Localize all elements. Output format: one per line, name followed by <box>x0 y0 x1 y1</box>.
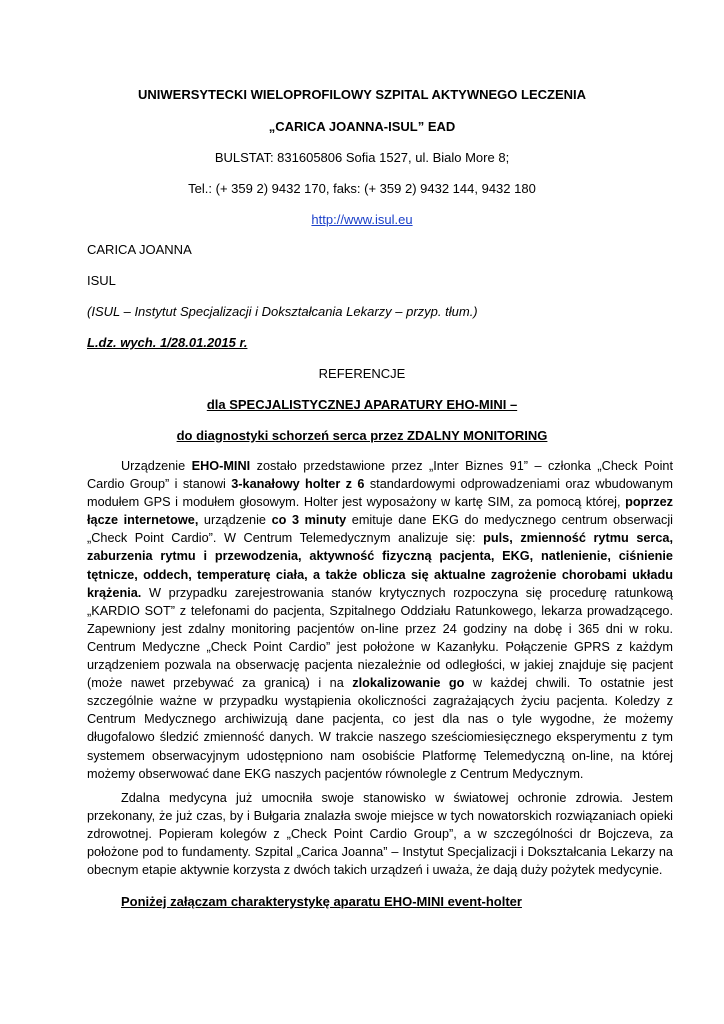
p1-text-2: zostało przedstawione przez „Inter Biznes 91” – członka „Check Point Cardio Group” i stanowi <box>87 459 674 492</box>
bulstat-address: BULSTAT: 831605806 Sofia 1527, ul. Bialo More 8; <box>214 150 510 165</box>
paragraph-2-text: Zdalna medycyna już umocniła swoje stanowisko w światowej ochronie zdrowia. Jestem przekonany, że już czas, by i Bułgaria znalazła swoje miejsce w tych nowatorskich rozwiązaniach opieki zdrowotnej. Popieram kolegów z „Check Point Cardio Group”, a w szczególności dr Bojczeva, za położone pod to fundamenty. Szpital „Carica Joanna” – Instytut Specjalizacji i Dokształcania Lekarzy na obecnym etapie aktywnie korzysta z dwóch takich urządzeń i uważa, że dają duży pożytek medycynie. <box>87 791 673 878</box>
addressee-line2: ISUL <box>87 273 116 288</box>
document-subtitle-1: dla SPECJALISTYCZNEJ APARATURY EHO-MINI – <box>206 397 518 412</box>
p1-text-4: urządzenie <box>198 513 272 528</box>
website-line <box>0 212 724 228</box>
p1-text-1: Urządzenie <box>121 459 192 473</box>
document-title: REFERENCJE <box>318 366 406 381</box>
paragraph-1 <box>87 457 673 783</box>
p1-text-5: emituje dane EKG do medycznego centrum obserwacji „Check Point Cardio”. W Centrum Telemedycznym analizuje się: <box>87 513 673 546</box>
attachment-note: Poniżej załączam charakterystykę aparatu EHO-MINI event-holter <box>121 894 522 909</box>
contact-phones: Tel.: (+ 359 2) 9432 170, faks: (+ 359 2) 9432 144, 9432 180 <box>188 181 536 196</box>
p1-bold-2: 3-kanałowy holter z 6 <box>231 477 365 492</box>
translator-note: (ISUL – Instytut Specjalizacji i Dokształcania Lekarzy – przyp. tłum.) <box>87 304 478 319</box>
reference-number: L.dz. wych. 1/28.01.2015 r. <box>87 335 248 350</box>
p1-bold-1: EHO-MINI <box>191 459 251 473</box>
hospital-name: UNIWERSYTECKI WIELOPROFILOWY SZPITAL AKTYWNEGO LECZENIA <box>137 87 587 102</box>
p1-bold-5: puls, zmienność rytmu serca, zaburzenia rytmu i przewodzenia, aktywność fizyczną pacjenta, EKG, natlenienie, ciśnienie tętnicze, oddech, temperaturę ciała, a także oblicza się aktualne zagrożenie chorobami układu krążenia. <box>87 531 674 600</box>
addressee-line1: CARICA JOANNA <box>87 242 192 257</box>
p1-text-7: w każdej chwili. To ostatnie jest szczególnie ważne w przypadku wystąpienia okoliczności zagrażających życiu pacjenta. Koledzy z Centrum Medycznego archiwizują dane pacjenta, co jest dla nas o tyle wygodne, że możemy długofalowo śledzić zmienność danych. W trakcie naszego sześciomiesięcznego eksperymentu z tym systemem obserwacyjnym udostępniono nam osobiście Platformę Telemedyczną on-line, na której możemy obserwować dane EKG naszych pacjentów równolegle z Centrum Medycznym. <box>87 676 674 781</box>
hospital-subname: „CARICA JOANNA-ISUL” EAD <box>268 119 456 134</box>
p1-bold-4: co 3 minuty <box>271 513 347 528</box>
website-link[interactable]: http://www.isul.eu <box>311 212 413 227</box>
p1-text-3: standardowymi odprowadzeniami oraz wbudowanym modułem GPS i modułem głosowym. Holter jest wyposażony w kartę SIM, za pomocą której, <box>87 477 673 510</box>
p1-text-6: W przypadku zarejestrowania stanów krytycznych rozpoczyna się procedurę ratunkową „KARDIO SOT” z telefonami do pacjenta, Szpitalnego Oddziału Ratunkowego, lekarza prowadzącego. Zapewniony jest zdalny monitoring pacjentów on-line przez 24 godziny na dobę i 365 dni w roku. Centrum Medyczne „Check Point Cardio” jest położone w Kazanłyku. Połączenie GPRS z każdym urządzeniem pozwala na obserwację pacjenta niezależnie od odległości, w jakiej znajduje się pacjent (może nawet przebywać za granicą) i na <box>87 585 673 691</box>
p1-bold-3: poprzez łącze internetowe, <box>87 495 673 528</box>
paragraph-2 <box>87 789 673 879</box>
document-subtitle-2: do diagnostyki schorzeń serca przez ZDALNY MONITORING <box>176 428 548 443</box>
p1-bold-6: zlokalizowanie go <box>352 676 465 691</box>
